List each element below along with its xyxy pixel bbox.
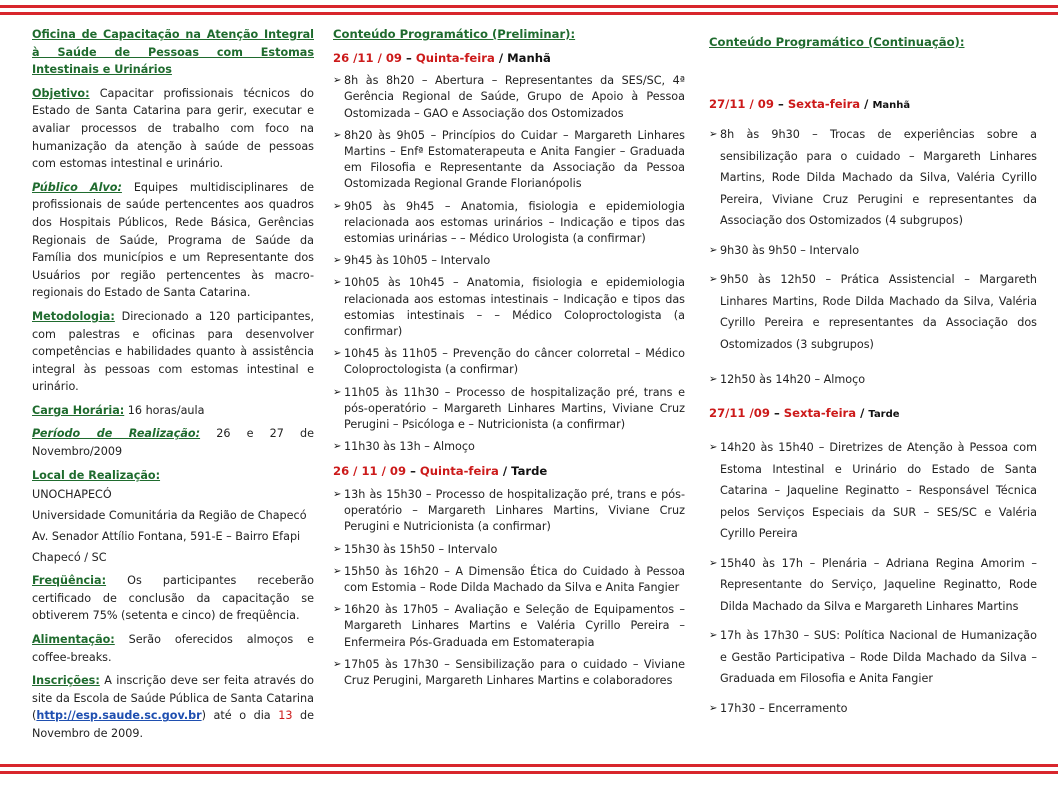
program-preliminar-column [333,26,685,695]
arrow-bullet-icon: ➢ [333,386,342,398]
list-item: ➢ 10h05 às 10h45 – Anatomia, fisiologia e epidemiologia relacionada aos estomas intestinais – Indicação e tipos das estomias intestinais – – Médico Coloproctologista (a confirmar) [333,276,685,339]
day1-afternoon-heading: 26 / 11 / 09 – Quinta-feira / Tarde [333,464,548,479]
frequencia-text: Os participantes receberão certificado de conclusão da capacitação se obtiverem 75% (setenta e cinco) de freqüência. [32,574,314,623]
publico-label: Público Alvo: [32,180,122,194]
arrow-bullet-icon: ➢ [333,543,342,555]
list-item: ➢ 17h às 17h30 – SUS: Política Nacional de Humanização e Gestão Participativa – Rode Dilda Machado da Silva – Graduada em Filosofia e Anita Fangier [709,625,1037,690]
arrow-bullet-icon: ➢ [709,274,718,286]
continuation-heading: Conteúdo Programático (Continuação): [709,35,965,49]
arrow-bullet-icon: ➢ [709,702,718,714]
alimentacao-text: Serão oferecidos almoços e coffee-breaks. [32,633,314,664]
list-item: ➢ 15h30 às 15h50 – Intervalo [333,542,685,558]
arrow-bullet-icon: ➢ [333,129,342,141]
carga-section [32,402,314,420]
arrow-bullet-icon: ➢ [333,200,342,212]
day2-morning-list [709,124,1037,355]
arrow-bullet-icon: ➢ [333,348,342,360]
frequencia-section [32,572,314,625]
arrow-bullet-icon: ➢ [333,489,342,501]
list-item: ➢ 8h às 8h20 – Abertura – Representantes da SES/SC, 4ª Gerência Regional de Saúde, Grupo de Apoio à Pessoa Ostomizada – GAO e Associação dos Ostomizados [333,74,685,120]
alimentacao-label: Alimentação: [32,633,115,647]
inscricoes-text: A inscrição deve ser feita através do site da Escola de Saúde Pública de Santa Catarina ( [32,674,314,723]
carga-text: 16 horas/aula [124,403,205,417]
program-heading: Conteúdo Programático (Preliminar): [333,27,576,41]
arrow-bullet-icon: ➢ [333,255,342,267]
list-item-lunch: ➢ 12h50 às 14h20 – Almoço [709,369,1037,391]
bottom-rule-2 [0,771,1058,774]
day1-afternoon-list [333,487,685,689]
course-title: Oficina de Capacitação na Atenção Integral à Saúde de Pessoas com Estomas Intestinais e Urinários [32,28,314,77]
inscricoes-label: Inscrições: [32,674,100,688]
list-item: ➢ 11h30 às 13h – Almoço [333,439,685,455]
list-item: ➢ 10h45 às 11h05 – Prevenção do câncer colorretal – Médico Coloproctologista (a confirmar) [333,347,685,377]
arrow-bullet-icon: ➢ [709,244,718,256]
info-column [32,26,314,749]
arrow-bullet-icon: ➢ [333,75,342,87]
list-item: ➢ 17h30 – Encerramento [709,698,1037,720]
deadline-day: 13 [278,709,293,723]
objetivo-label: Objetivo: [32,86,90,100]
local-label: Local de Realização: [32,468,161,482]
top-rule-1 [0,5,1058,8]
arrow-bullet-icon: ➢ [333,604,342,616]
metodologia-section [32,308,314,396]
bottom-rule-1 [0,764,1058,767]
day2-morning-heading: 27/11 / 09 – Sexta-feira / Manhã [709,96,911,111]
arrow-bullet-icon: ➢ [709,129,718,141]
list-item: ➢ 17h05 às 17h30 – Sensibilização para o cuidado – Viviane Cruz Perugini, Margareth Linhares Martins e colaboradores [333,657,685,688]
arrow-bullet-icon: ➢ [333,565,342,577]
list-item: ➢ 16h20 às 17h05 – Avaliação e Seleção de Equipamentos – Margareth Linhares Martins e Valéria Cyrillo Pereira – Enfermeira Pós-Graduada em Estomaterapia [333,603,685,649]
list-item: ➢ 14h20 às 15h40 – Diretrizes de Atenção à Pessoa com Estoma Intestinal e Urinário do Estado de Santa Catarina – Jaqueline Reginatto – Responsável Técnica pelos Serviços Especiais da SUR – SES/SC e Valéria Cyrillo Pereira [709,437,1037,545]
list-item: ➢ 9h50 às 12h50 – Prática Assistencial – Margareth Linhares Martins, Rode Dilda Machado da Silva, Valéria Cyrillo Pereira e representantes da Associação dos Ostomizados (3 subgrupos) [709,269,1037,355]
periodo-text: 26 e 27 de Novembro/2009 [32,427,314,459]
top-rule-2 [0,12,1058,15]
day1-morning-list [333,73,685,455]
periodo-section [32,425,314,460]
publico-text: Equipes multidisciplinares de profissionais de saúde pertencentes aos quadros dos Hospitais Públicos, Rede Básica, Gerências Regionais de Saúde, Programa de Saúde da Família dos municípios e um Representante dos Usuários por região pertencentes às macro-regionais do Estado de Santa Catarina. [32,180,314,300]
objetivo-text: Capacitar profissionais técnicos do Estado de Santa Catarina para gerir, executar e avaliar processos de trabalho com foco na humanização da atenção à saúde de pessoas com estomas intestinal e urinário. [32,86,314,171]
local-line: UNOCHAPECÓ [32,488,112,502]
program-continuacao-column [709,26,1037,727]
frequencia-label: Freqüência: [32,574,107,588]
arrow-bullet-icon: ➢ [333,277,342,289]
inscricoes-section: Inscrições: A inscrição deve ser feita através do site da Escola de Saúde Pública de Santa Catarina (http://esp.saude.sc.gov.br) até o dia 13 de Novembro de 2009. [32,674,315,740]
alimentacao-section [32,631,314,666]
local-section [32,467,314,485]
arrow-bullet-icon: ➢ [709,442,718,454]
metodologia-text: Direcionado a 120 participantes, com palestras e oficinas para desenvolver competências e habilidades quanto à assistência integral às pessoas com estomas intestinal e urinário. [32,309,314,394]
day1-morning-heading: 26 /11 / 09 – Quinta-feira / Manhã [333,50,551,65]
list-item: ➢ 13h às 15h30 – Processo de hospitalização pré, trans e pós-operatório – Margareth Linhares Martins, Viviane Cruz Perugini e Nutricionista (a confirmar) [333,488,685,534]
local-line: Chapecó / SC [32,551,107,565]
metodologia-label: Metodologia: [32,309,115,323]
list-item: ➢ 8h20 às 9h05 – Princípios do Cuidar – Margareth Linhares Martins – Enfª Estomaterapeuta e Anita Fangier – Graduada em Filosofia e Representante da Associação da Pessoa Ostomizada Regional Grande Florianópolis [333,128,685,191]
list-item: ➢ 9h45 às 10h05 – Intervalo [333,253,685,269]
list-item: ➢ 9h30 às 9h50 – Intervalo [709,240,1037,262]
list-item: ➢ 11h05 às 11h30 – Processo de hospitalização pré, trans e pós-operatório – Margareth Linhares Martins, Viviane Cruz Perugini – Psicóloga e – Nutricionista (a confirmar) [333,385,685,432]
arrow-bullet-icon: ➢ [709,630,718,642]
periodo-label: Período de Realização: [32,427,201,441]
arrow-bullet-icon: ➢ [709,374,718,386]
arrow-bullet-icon: ➢ [333,658,342,670]
arrow-bullet-icon: ➢ [333,441,342,453]
list-item: ➢ 15h50 às 16h20 – A Dimensão Ética do Cuidado à Pessoa com Estomia – Rode Dilda Machado da Silva e Anita Fangier [333,564,685,595]
local-line: Av. Senador Attílio Fontana, 591-E – Bairro Efapi [32,530,301,544]
list-item: ➢ 8h às 9h30 – Trocas de experiências sobre a sensibilização para o cuidado – Margareth Linhares Martins, Rode Dilda Machado da Silva, Valéria Cyrillo Pereira, Viviane Cruz Perugini e representantes da Associação dos Ostomizados (4 subgrupos) [709,124,1037,232]
publico-section [32,179,314,302]
objetivo-section [32,85,314,173]
list-item: ➢ 15h40 às 17h – Plenária – Adriana Regina Amorim – Representante do Serviço, Jaqueline Reginatto, Rode Dilda Machado da Silva e Margareth Linhares Martins [709,553,1037,618]
day2-afternoon-list [709,437,1037,719]
esp-site-link[interactable]: http://esp.saude.sc.gov.br [36,709,202,723]
local-line: Universidade Comunitária da Região de Chapecó [32,509,307,523]
local-address [32,484,314,568]
list-item: ➢ 9h05 às 9h45 – Anatomia, fisiologia e epidemiologia relacionada aos estomas urinários – Indicação e tipos das estomias urinárias – – Médico Urologista (a confirmar) [333,199,685,246]
carga-label: Carga Horária: [32,403,125,417]
arrow-bullet-icon: ➢ [709,557,718,569]
day2-afternoon-heading: 27/11 /09 – Sexta-feira / Tarde [709,405,900,420]
